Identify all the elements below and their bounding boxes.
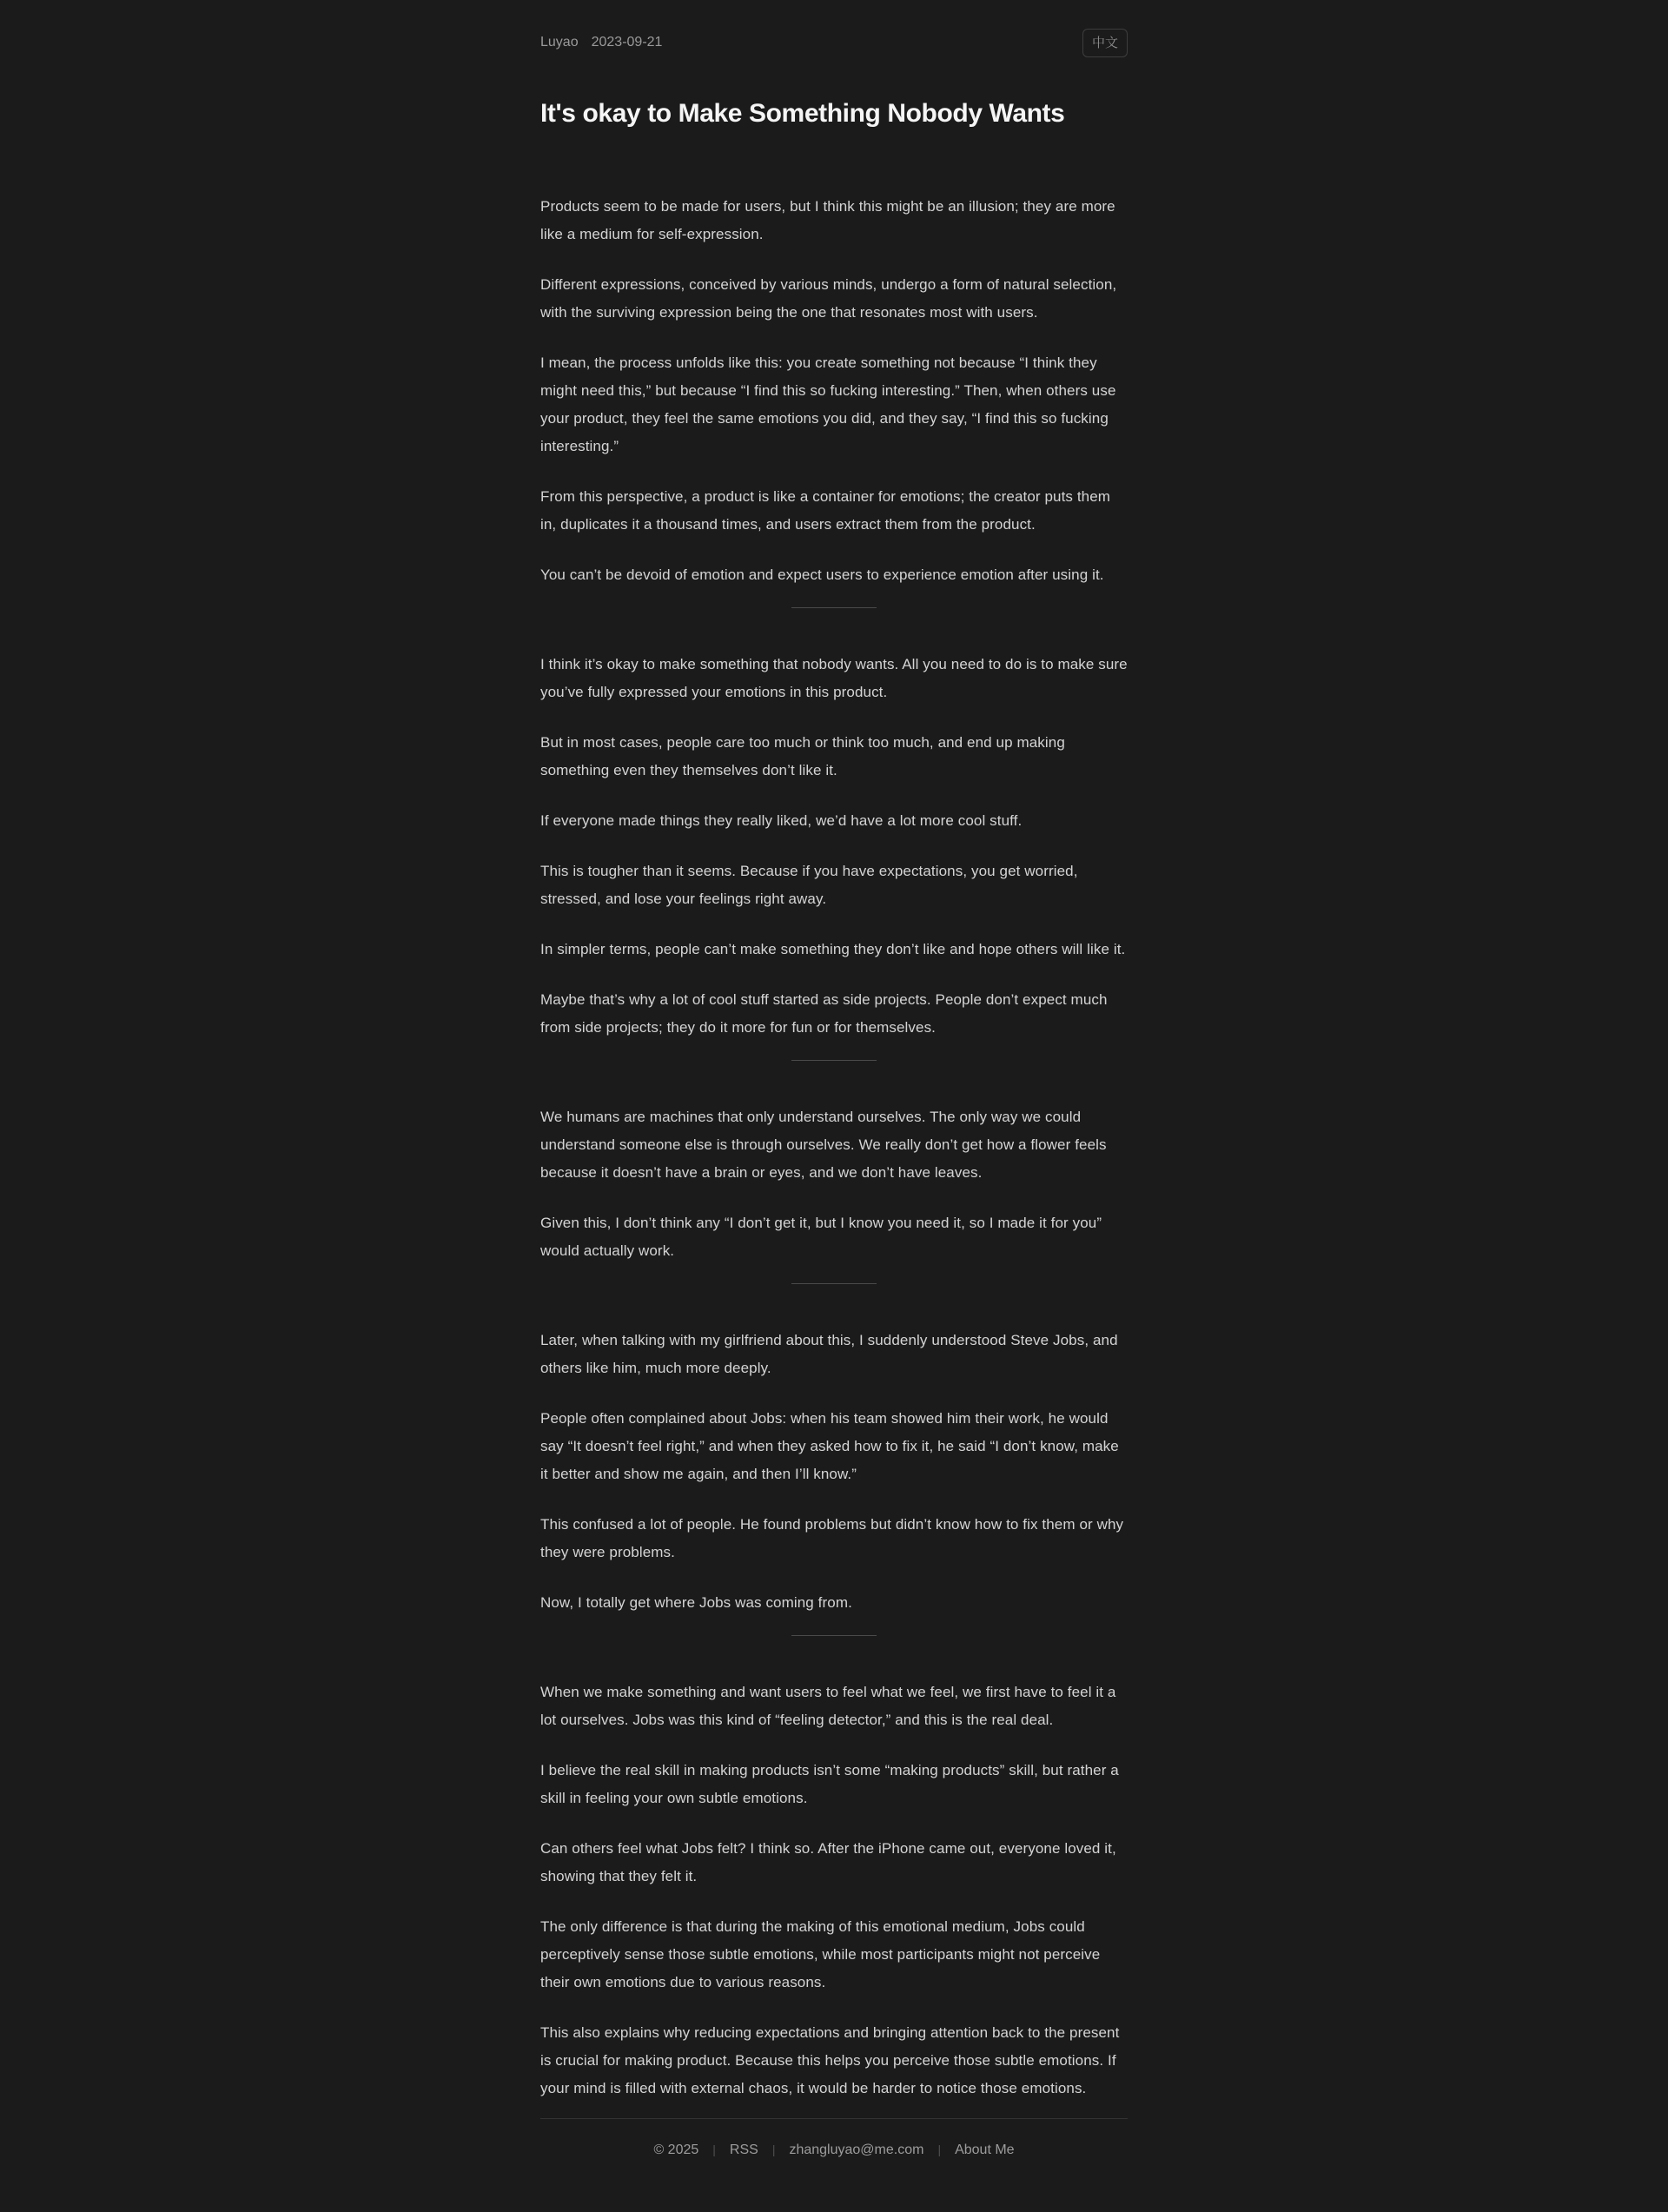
footer-row [540, 2119, 1128, 2198]
paragraph: Now, I totally get where Jobs was coming from. [540, 1593, 852, 1611]
footer-link-rss[interactable]: RSS [729, 2142, 758, 2157]
paragraph: Given this, I don’t think any “I don’t get it, but I know you need it, so I made it for you” would actually work. [540, 1214, 1102, 1259]
article-section [540, 1327, 1128, 1617]
paragraph: Later, when talking with my girlfriend about this, I suddenly understood Steve Jobs, and others like him, much more deeply. [540, 1331, 1118, 1376]
footer-separator: | [937, 2142, 942, 2156]
paragraph: This also explains why reducing expectations and bringing attention back to the present is crucial for making product. Because this helps you perceive those subtle emotions. If your mind is filled with external chaos, it would be harder to notice those emotions. [540, 2023, 1120, 2096]
paragraph: This confused a lot of people. He found problems but didn’t know how to fix them or why they were problems. [540, 1515, 1124, 1560]
copyright-text: © 2025 [653, 2142, 699, 2157]
paragraph: I mean, the process unfolds like this: you create something not because “I think they might need this,” but because “I find this so fucking interesting.” Then, when others use your product, they feel the same emotions you did, and they say, “I find this so fucking interesting.” [540, 354, 1116, 454]
paragraph: But in most cases, people care too much or think too much, and end up making something even they themselves don’t like it. [540, 733, 1065, 778]
section-divider [791, 1635, 877, 1636]
paragraph: This is tougher than it seems. Because if you have expectations, you get worried, stressed, and lose your feelings right away. [540, 862, 1078, 907]
paragraph: I believe the real skill in making products isn’t some “making products” skill, but rather a skill in feeling your own subtle emotions. [540, 1761, 1119, 1806]
post-date: 2023-09-21 [591, 35, 663, 50]
paragraph: If everyone made things they really liked, we’d have a lot more cool stuff. [540, 811, 1023, 829]
paragraph: People often complained about Jobs: when his team showed him their work, he would say “It doesn’t feel right,” and when they asked how to fix it, he said “I don’t know, make it better and show me again, and then I’ll know.” [540, 1409, 1119, 1482]
page-container [540, 0, 1128, 2198]
section-divider [791, 1060, 877, 1061]
footer-separator: | [712, 2142, 716, 2156]
footer [540, 2118, 1128, 2198]
article-section [540, 1103, 1128, 1265]
footer-separator: | [771, 2142, 776, 2156]
paragraph: You can’t be devoid of emotion and expect users to experience emotion after using it. [540, 566, 1104, 583]
paragraph: In simpler terms, people can’t make something they don’t like and hope others will like it. [540, 940, 1126, 957]
paragraph: Can others feel what Jobs felt? I think so. After the iPhone came out, everyone loved it, showing that they felt it. [540, 1839, 1116, 1884]
language-toggle-button[interactable]: 中文 [1082, 29, 1128, 57]
header [540, 28, 1128, 57]
post-meta [540, 35, 662, 50]
paragraph: When we make something and want users to feel what we feel, we first have to feel it a lot ourselves. Jobs was this kind of “feeling detector,” and this is the real deal. [540, 1683, 1116, 1728]
paragraph: Maybe that’s why a lot of cool stuff started as side projects. People don’t expect much from side projects; they do it more for fun or for themselves. [540, 990, 1108, 1036]
section-divider [791, 607, 877, 608]
article-section [540, 193, 1128, 589]
paragraph: Products seem to be made for users, but I think this might be an illusion; they are more like a medium for self-expression. [540, 197, 1115, 242]
article-section [540, 651, 1128, 1042]
paragraph: Different expressions, conceived by various minds, undergo a form of natural selection, with the surviving expression being the one that resonates most with users. [540, 275, 1117, 321]
footer-link-zhangluyao-me-com[interactable]: zhangluyao@me.com [789, 2142, 924, 2157]
section-divider [791, 1283, 877, 1284]
article-body [540, 193, 1128, 2103]
paragraph: The only difference is that during the making of this emotional medium, Jobs could perceptively sense those subtle emotions, while most participants might not perceive their own emotions due to various reasons. [540, 1917, 1101, 1990]
paragraph: We humans are machines that only understand ourselves. The only way we could understand someone else is through ourselves. We really don’t get how a flower feels because it doesn’t have a brain or eyes, and we don’t have leaves. [540, 1108, 1107, 1181]
paragraph: From this perspective, a product is like a container for emotions; the creator puts them in, duplicates it a thousand times, and users extract them from the product. [540, 487, 1111, 533]
footer-link-about-me[interactable]: About Me [955, 2142, 1015, 2157]
page-title: It's okay to Make Something Nobody Wants [540, 99, 1065, 128]
paragraph: I think it’s okay to make something that nobody wants. All you need to do is to make sure you’ve fully expressed your emotions in this product. [540, 655, 1128, 700]
author-name[interactable]: Luyao [540, 35, 579, 50]
article-section [540, 1679, 1128, 2103]
